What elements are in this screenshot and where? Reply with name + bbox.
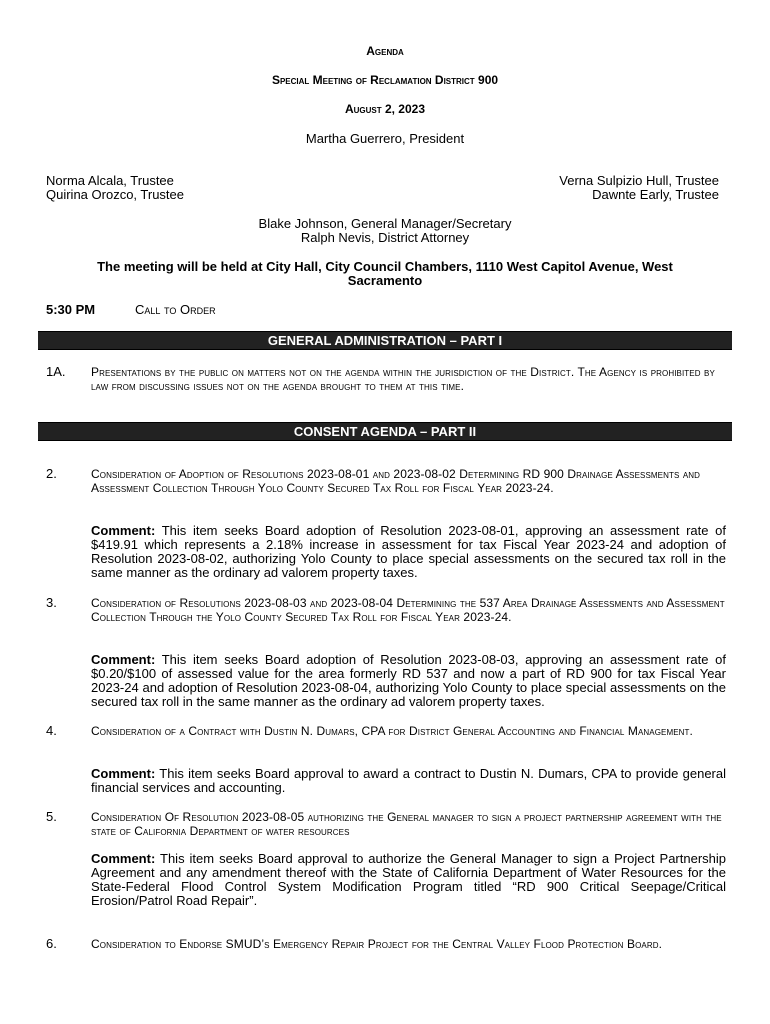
meeting-location: The meeting will be held at City Hall, City Council Chambers, 1110 West Capitol Avenue, West Sacramento — [97, 259, 673, 288]
comment-label: Comment: — [91, 851, 156, 866]
meeting-title: Special Meeting of Reclamation District 900 — [271, 73, 499, 87]
comment-label: Comment: — [91, 652, 156, 667]
item-title: Consideration to Endorse SMUD’s Emergency Repair Project for the Central Valley Flood Protection Board. — [91, 937, 663, 951]
comment-label: Comment: — [91, 766, 156, 781]
item-number: 1A. — [46, 364, 66, 379]
item-number: 3. — [46, 595, 57, 610]
president: Martha Guerrero, President — [305, 131, 465, 146]
district-attorney: Ralph Nevis, District Attorney — [300, 230, 470, 245]
item-comment — [91, 767, 726, 795]
section-header-part2: CONSENT AGENDA – PART II — [38, 422, 732, 441]
comment-text: This item seeks Board adoption of Resolution 2023-08-03, approving an assessment rate of $0.20/$100 of assessed value for the area formerly RD 537 and now a part of RD 900 for tax Fiscal Year 2023-24 and adoption of Resolution 2023-08-04, authorizing Yolo County to place special assessments on the secured tax roll in the same manner as the ordinary ad valorem property taxes. — [91, 652, 726, 709]
comment-label: Comment: — [91, 523, 156, 538]
item-number: 6. — [46, 936, 57, 951]
agenda-heading: Agenda — [366, 44, 404, 58]
general-manager: Blake Johnson, General Manager/Secretary — [258, 216, 512, 231]
comment-text: This item seeks Board approval to authorize the General Manager to sign a Project Partnership Agreement and any amendment thereof with the State of California Department of Water Resources for the State-Federal Flood Control System Modification Program titled “RD 900 Critical Seepage/Critical Erosion/Patrol Road Repair”. — [91, 851, 726, 908]
trustee: Dawnte Early, Trustee — [592, 187, 719, 202]
trustees-left — [46, 174, 184, 202]
meeting-date: August 2, 2023 — [344, 102, 426, 116]
item-comment — [91, 852, 726, 908]
trustee: Norma Alcala, Trustee — [46, 173, 174, 188]
trustees-right — [559, 174, 719, 202]
staff-block — [0, 217, 770, 245]
item-title: Consideration of a Contract with Dustin N. Dumars, CPA for District General Accounting and Financial Management. — [91, 724, 693, 738]
item-number: 4. — [46, 723, 57, 738]
item-comment — [91, 653, 726, 709]
comment-text: This item seeks Board approval to award a contract to Dustin N. Dumars, CPA to provide general financial services and accounting. — [91, 766, 726, 795]
item-title: Presentations by the public on matters not on the agenda within the jurisdiction of the District. The Agency is prohibited by law from discussing issues not on the agenda brought to them at this time. — [91, 365, 715, 393]
call-time: 5:30 PM — [46, 302, 96, 317]
trustee: Verna Sulpizio Hull, Trustee — [559, 173, 719, 188]
item-comment — [91, 524, 726, 580]
call-to-order: Call to Order — [135, 302, 216, 317]
item-number: 2. — [46, 466, 57, 481]
item-title: Consideration Of Resolution 2023-08-05 authorizing the General manager to sign a project partnership agreement with the state of California Department of water resources — [91, 810, 722, 838]
item-number: 5. — [46, 809, 57, 824]
comment-text: This item seeks Board adoption of Resolution 2023-08-01, approving an assessment rate of $419.91 which represents a 2.18% increase in assessment for tax Fiscal Year 2023-24 and adoption of Resolution 2023-08-02, authorizing Yolo County to place special assessments on the secured tax roll in the same manner as the ordinary ad valorem property taxes. — [91, 523, 726, 580]
item-title: Consideration of Adoption of Resolutions 2023-08-01 and 2023-08-02 Determining RD 900 Drainage Assessments and Assessment Collection Through Yolo County Secured Tax Roll for Fiscal Year 2023-24. — [91, 467, 701, 495]
trustee: Quirina Orozco, Trustee — [46, 187, 184, 202]
section-header-part1: GENERAL ADMINISTRATION – PART I — [38, 331, 732, 350]
item-title: Consideration of Resolutions 2023-08-03 and 2023-08-04 Determining the 537 Area Drainage Assessments and Assessment Collection Through the Yolo County Secured Tax Roll for Fiscal Year 2023-24. — [91, 596, 725, 624]
